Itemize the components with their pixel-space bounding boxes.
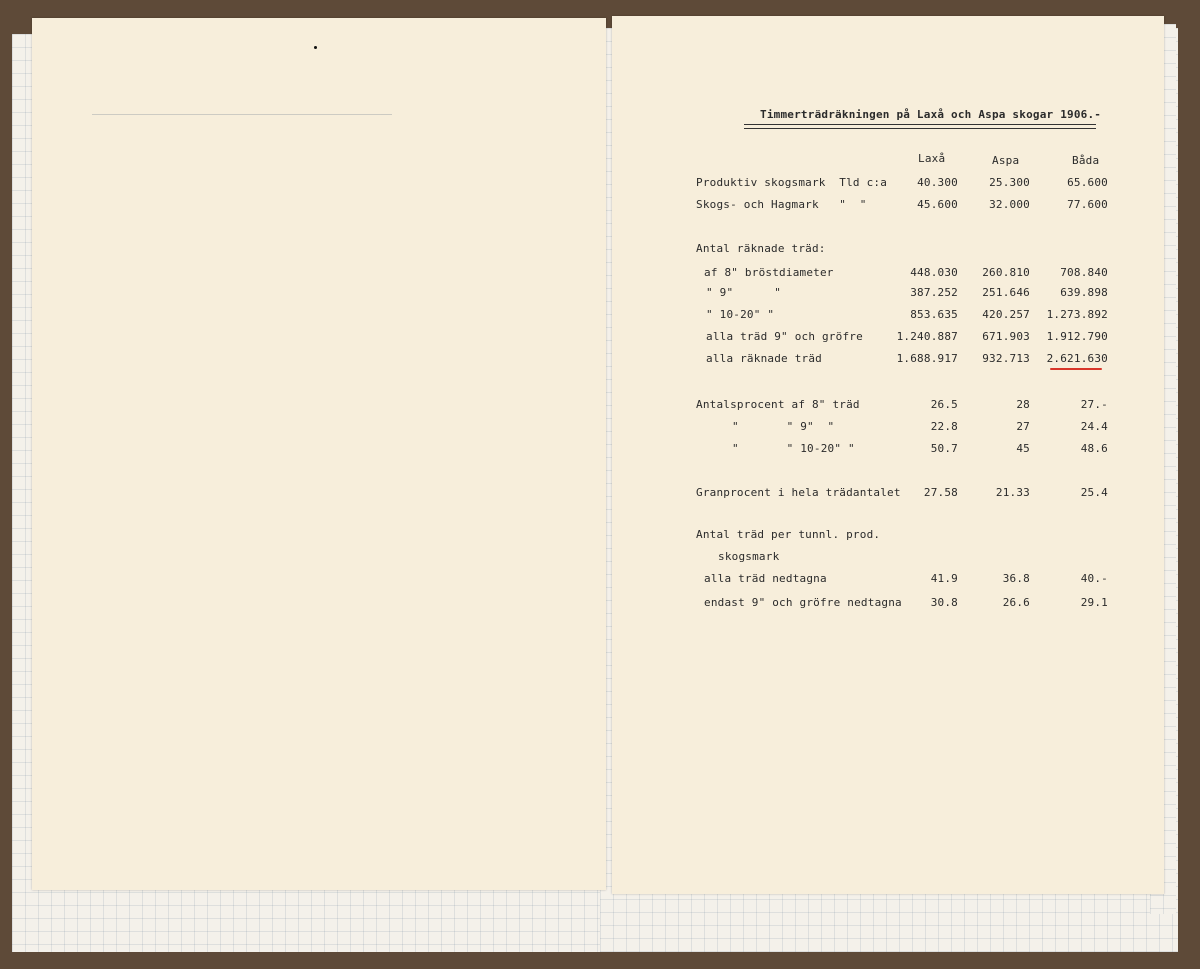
row-value-bada: 27.- [1080,398,1108,411]
row-value-aspa: 45 [1016,442,1030,455]
row-value-aspa: 932.713 [982,352,1030,365]
row-value-laxa: 50.7 [930,442,958,455]
left-page [32,18,606,890]
row-label: endast 9" och gröfre nedtagna [704,596,902,609]
row-value-aspa: 26.6 [1002,596,1030,609]
ink-dot [314,46,317,49]
title-underline [744,124,1096,125]
row-value-laxa: 45.600 [917,198,958,211]
row-value-bada: 77.600 [1067,198,1108,211]
row-label: alla räknade träd [706,352,822,365]
row-value-laxa: 27.58 [923,486,958,499]
row-value-aspa: 36.8 [1002,572,1030,585]
row-value-aspa: 420.257 [982,308,1030,321]
title-underline-2 [744,128,1096,129]
row-value-laxa: 853.635 [910,308,958,321]
row-label: " " 10-20" " [732,442,855,455]
red-underline [1050,368,1102,370]
row-value-aspa: 260.810 [982,266,1030,279]
row-value-laxa: 26.5 [930,398,958,411]
row-value-laxa: 448.030 [910,266,958,279]
row-value-bada: 48.6 [1080,442,1108,455]
row-value-aspa: 32.000 [989,198,1030,211]
row-label: Antalsprocent af 8" träd [696,398,860,411]
row-value-laxa: 41.9 [930,572,958,585]
column-header-laxa: Laxå [918,152,946,165]
column-header-bada: Båda [1072,154,1100,167]
row-value-laxa: 30.8 [930,596,958,609]
row-label: Skogs- och Hagmark " " [696,198,867,211]
right-page [612,16,1164,894]
row-label: Produktiv skogsmark Tld c:a [696,176,888,189]
row-label: Granprocent i hela trädantalet [696,486,901,499]
row-value-bada: 65.600 [1067,176,1108,189]
row-value-laxa: 387.252 [910,286,958,299]
row-value-aspa: 251.646 [982,286,1030,299]
row-value-laxa: 22.8 [930,420,958,433]
row-value-aspa: 27 [1016,420,1030,433]
bleed-through-text [72,114,532,634]
document-title: Timmerträdräkningen på Laxå och Aspa skogar 1906.- [760,108,1102,121]
row-label: skogsmark [718,550,780,563]
row-value-bada: 639.898 [1060,286,1108,299]
row-label: Antal träd per tunnl. prod. [696,528,881,541]
row-label: af 8" bröstdiameter [704,266,834,279]
row-value-aspa: 28 [1016,398,1030,411]
row-label: " 9" " [706,286,782,299]
row-value-bada: 1.273.892 [1046,308,1108,321]
row-value-aspa: 21.33 [995,486,1030,499]
row-value-aspa: 671.903 [982,330,1030,343]
row-value-aspa: 25.300 [989,176,1030,189]
row-label: " 10-20" " [706,308,775,321]
row-label: alla träd 9" och gröfre [706,330,863,343]
column-header-aspa: Aspa [992,154,1020,167]
row-value-bada: 1.912.790 [1046,330,1108,343]
row-value-bada: 24.4 [1080,420,1108,433]
row-value-laxa: 40.300 [917,176,958,189]
row-value-bada: 29.1 [1080,596,1108,609]
row-value-bada: 2.621.630 [1046,352,1108,365]
row-value-bada: 40.- [1080,572,1108,585]
row-value-laxa: 1.240.887 [896,330,958,343]
row-value-bada: 25.4 [1080,486,1108,499]
row-label: alla träd nedtagna [704,572,827,585]
row-label: " " 9" " [732,420,835,433]
row-value-laxa: 1.688.917 [896,352,958,365]
row-value-bada: 708.840 [1060,266,1108,279]
row-label: Antal räknade träd: [696,242,826,255]
